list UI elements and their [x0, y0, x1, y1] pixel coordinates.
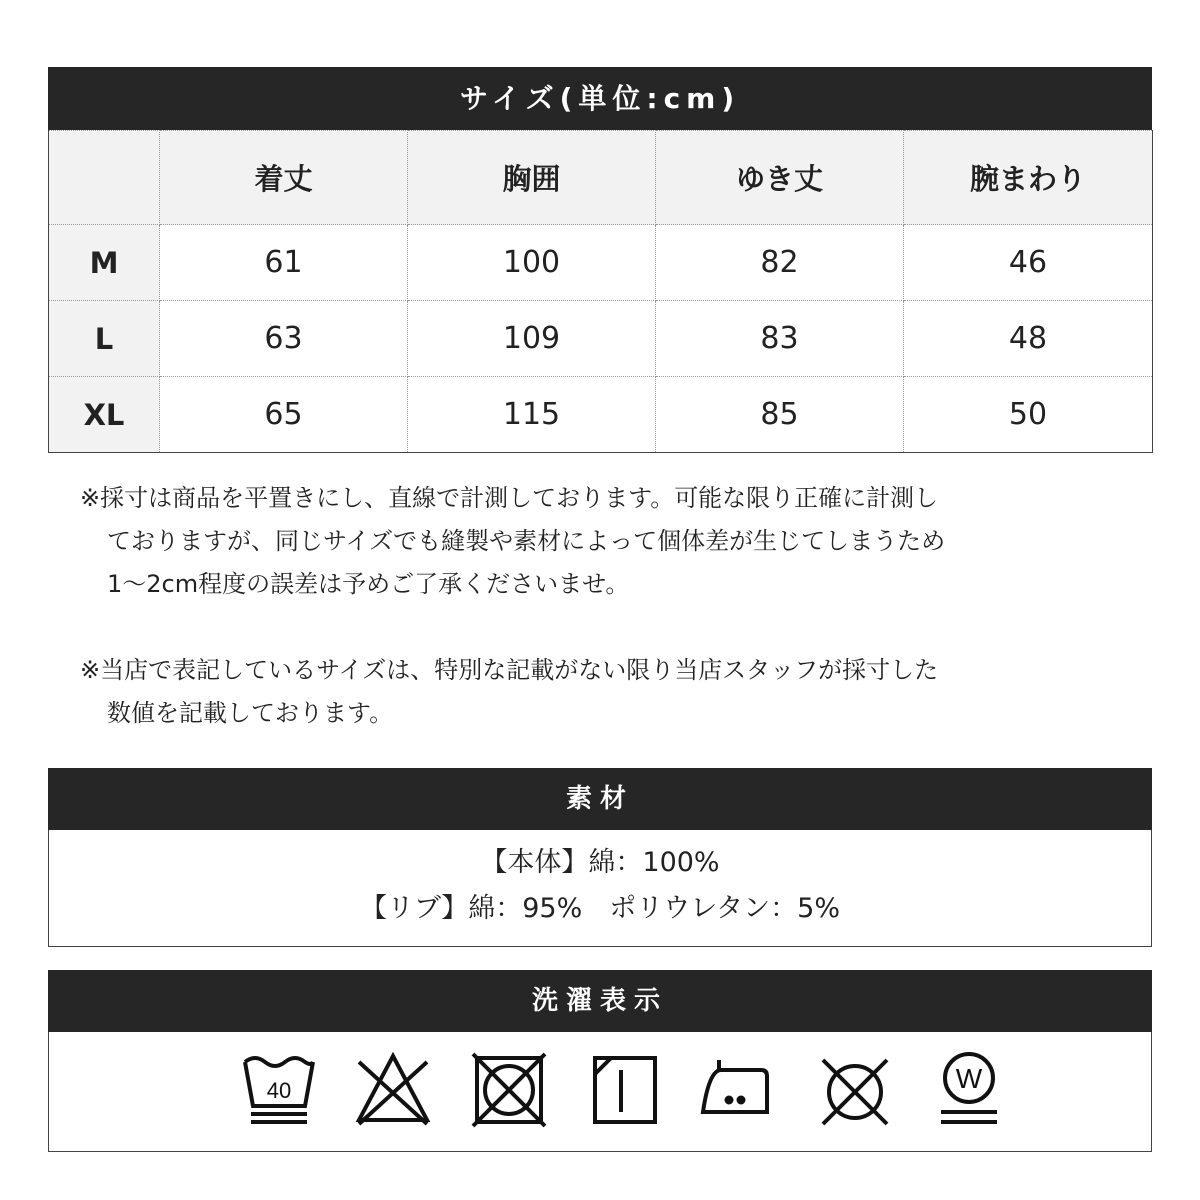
wet-clean-label: W: [955, 1063, 983, 1094]
laundry-section: [48, 970, 1152, 1152]
table-cell: 48: [904, 301, 1153, 377]
table-row: [49, 301, 1153, 377]
wet-clean-gentle-icon: [929, 1050, 1009, 1130]
laundry-icons: [48, 1032, 1152, 1152]
note-line: ※採寸は商品を平置きにし、直線で計測しております。可能な限り正確に計測し: [80, 484, 939, 512]
size-table-title: サイズ(単位:cm): [48, 67, 1152, 130]
wash-40-gentle-icon: [239, 1050, 319, 1130]
note-line: 数値を記載しております。: [107, 699, 394, 727]
line-dry-shade-icon: [585, 1050, 665, 1130]
table-row: [49, 225, 1153, 301]
size-header-sleeve: ゆき丈: [656, 131, 904, 225]
table-cell: 82: [656, 225, 904, 301]
size-header-length: 着丈: [160, 131, 408, 225]
size-header-arm: 腕まわり: [904, 131, 1153, 225]
size-row-label: L: [49, 301, 160, 377]
table-cell: 65: [160, 377, 408, 453]
size-header-corner: [49, 131, 160, 225]
note-line: 1～2cm程度の誤差は予めご了承くださいませ。: [107, 570, 630, 598]
size-header-chest: 胸囲: [408, 131, 656, 225]
no-bleach-icon: [353, 1050, 433, 1130]
table-cell: 50: [904, 377, 1153, 453]
table-cell: 61: [160, 225, 408, 301]
material-line-body: 【本体】綿：100%: [480, 847, 720, 878]
table-cell: 100: [408, 225, 656, 301]
measurement-note: [80, 477, 1080, 606]
no-tumble-dry-icon: [469, 1050, 549, 1130]
wash-temp-label: 40: [266, 1078, 292, 1103]
size-source-note: [80, 649, 1080, 735]
material-section: [48, 768, 1152, 947]
iron-medium-icon: [699, 1050, 779, 1130]
size-row-label: XL: [49, 377, 160, 453]
table-row: [49, 377, 1153, 453]
table-cell: 63: [160, 301, 408, 377]
table-cell: 83: [656, 301, 904, 377]
size-table-header-row: [49, 131, 1153, 225]
material-title: 素材: [48, 768, 1152, 830]
size-table-section: [48, 67, 1152, 453]
no-dry-clean-icon: [815, 1050, 895, 1130]
table-cell: 85: [656, 377, 904, 453]
note-line: ておりますが、同じサイズでも縫製や素材によって個体差が生じてしまうため: [107, 527, 946, 555]
material-line-rib: 【リブ】綿：95% ポリウレタン：5%: [359, 893, 841, 924]
table-cell: 109: [408, 301, 656, 377]
size-table: [48, 130, 1153, 453]
note-line: ※当店で表記しているサイズは、特別な記載がない限り当店スタッフが採寸した: [80, 656, 939, 684]
material-body: [48, 830, 1152, 947]
table-cell: 115: [408, 377, 656, 453]
table-cell: 46: [904, 225, 1153, 301]
size-row-label: M: [49, 225, 160, 301]
laundry-title: 洗濯表示: [48, 970, 1152, 1032]
